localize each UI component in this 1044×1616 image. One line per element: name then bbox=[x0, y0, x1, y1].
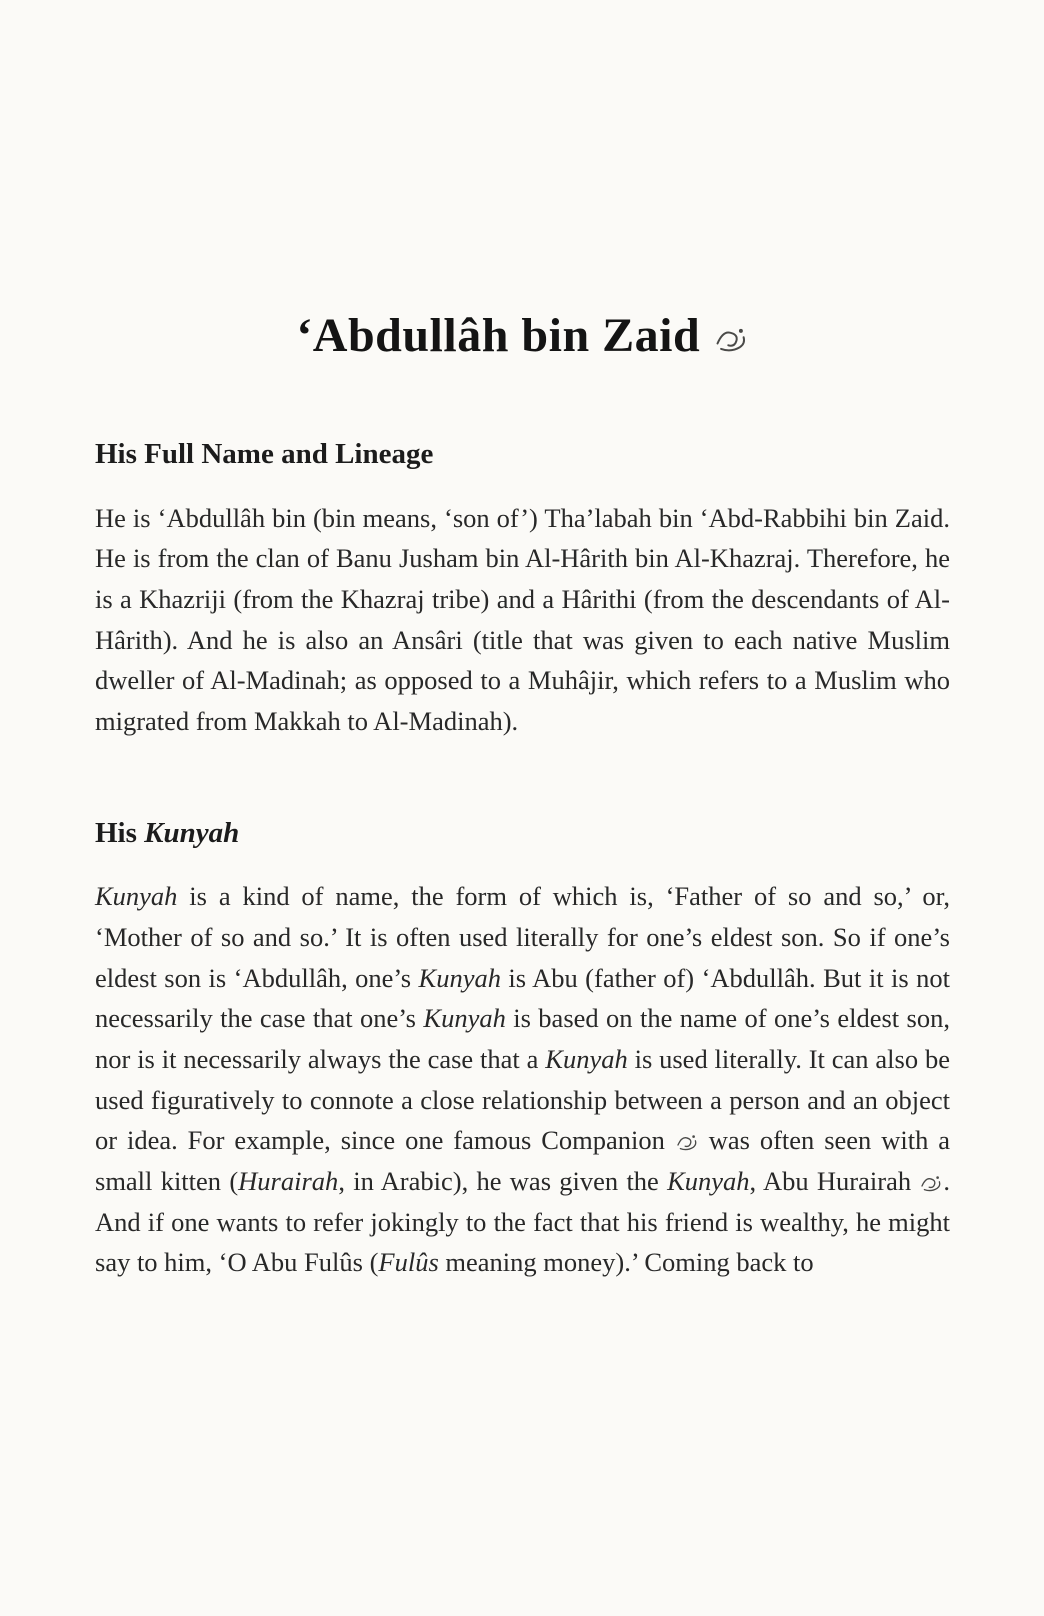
text-run: ‘Abdullâh bin Zaid bbox=[296, 309, 713, 362]
radiallahu-anhu-icon bbox=[675, 1132, 699, 1152]
text-run: , Abu Hurairah bbox=[749, 1166, 920, 1197]
text-run: Kunyah bbox=[545, 1044, 628, 1075]
text-run: Kunyah bbox=[418, 962, 501, 993]
text-run: Fulûs bbox=[378, 1247, 439, 1278]
text-run: is based on the name of one’s eldest son, nor is it necessarily always the case that a bbox=[95, 1003, 950, 1075]
page-title bbox=[95, 310, 950, 363]
radiallahu-anhu-icon bbox=[713, 324, 749, 354]
text-run: is Abu (father of) ‘Abdullâh. But it is not necessarily the case that one’s bbox=[95, 962, 950, 1034]
text-run: is used literally. It can also be used figuratively to connote a close relationship between a person and an object or idea. For example, since one famous Companion bbox=[95, 1044, 950, 1156]
text-run: Kunyah bbox=[95, 881, 178, 912]
text-run: . And if one wants to refer jokingly to the fact that his friend is wealthy, he might say to him, ‘O Abu Fulûs ( bbox=[95, 1166, 951, 1278]
text-run: Hurairah bbox=[238, 1166, 339, 1197]
text-run: He is ‘Abdullâh bin (bin means, ‘son of’) Tha’labah bin ‘Abd-Rabbihi bin Zaid. He is from the clan of Banu Jusham bin Al-Hârith bin Al-Khazraj. Therefore, he is a Khazriji (from the Khazraj tribe) and a Hârithi (from the descendants of Al-Hârith). And he is also an Ansâri (title that was given to each native Muslim dweller of Al-Madinah; as opposed to a Muhâjir, which refers to a Muslim who migrated from Makkah to Al-Madinah). bbox=[95, 502, 950, 736]
text-run: His Full Name and Lineage bbox=[95, 437, 434, 470]
text-run: is a kind of name, the form of which is, ‘Father of so and so,’ or, ‘Mother of so and so.’ It is often used literally for one’s eldest son. So if one’s eldest son is ‘Abdullâh, one’s bbox=[95, 881, 950, 993]
text-run: meaning money).’ Coming back to bbox=[438, 1247, 814, 1278]
text-run: Kunyah bbox=[144, 816, 240, 849]
section-heading-kunyah bbox=[95, 816, 950, 851]
section-kunyah bbox=[95, 816, 950, 1284]
section-heading-lineage bbox=[95, 437, 950, 472]
section-paragraph-kunyah bbox=[95, 876, 950, 1283]
text-run: , in Arabic), he was given the bbox=[338, 1166, 668, 1197]
text-run: His bbox=[95, 816, 145, 849]
text-run: was often seen with a small kitten ( bbox=[95, 1125, 951, 1197]
radiallahu-anhu-icon bbox=[919, 1173, 943, 1193]
section-paragraph-lineage bbox=[95, 498, 950, 742]
section-full-name-and-lineage bbox=[95, 437, 950, 742]
text-run: Kunyah bbox=[667, 1166, 750, 1197]
text-run: Kunyah bbox=[423, 1003, 506, 1034]
